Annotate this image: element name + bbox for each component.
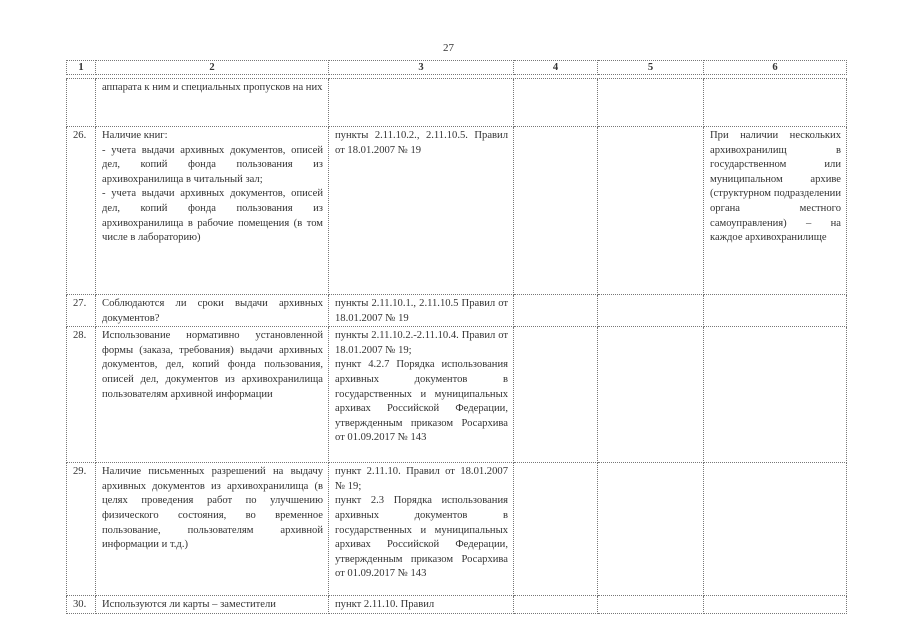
note-cell	[704, 79, 847, 127]
row-number: 26.	[67, 127, 96, 295]
requirement-cell	[96, 463, 329, 596]
header-row	[67, 61, 847, 75]
reference-cell	[329, 327, 514, 463]
note-cell: При наличии нескольких архивохранилищ в государственном или муниципальном архиве (структурном подразделении органа местного самоуправления) – на каждое архивохранилище	[704, 127, 847, 295]
reference-text: пункт 4.2.7 Порядка использования архивных документов в государственных и муниципальных архивах Российской Федерации, утвержденным приказом Росархива от 01.09.2017 № 143	[335, 359, 508, 444]
answer-cell	[514, 79, 598, 127]
note-cell	[704, 596, 847, 614]
requirement-text: Соблюдаются ли сроки выдачи архивных документов?	[102, 298, 323, 324]
note-cell	[704, 327, 847, 463]
note-cell	[704, 463, 847, 596]
table-row	[67, 79, 847, 127]
table-row	[67, 295, 847, 327]
requirement-text: Использование нормативно установленной формы (заказа, требования) выдачи архивных документов, дел, копий фонда пользования, описей дел, документов из архивохранилища пользователям архивной информации	[102, 330, 323, 400]
requirement-cell	[96, 596, 329, 614]
reference-text: пункты 2.11.10.2.-2.11.10.4. Правил от 18.01.2007 № 19;	[335, 330, 508, 356]
answer-cell	[514, 295, 598, 327]
answer-cell	[514, 463, 598, 596]
reference-text: пункты 2.11.10.1., 2.11.10.5 Правил от 18.01.2007 № 19	[335, 298, 508, 324]
note-cell	[704, 295, 847, 327]
requirement-text: - учета выдачи архивных документов, описей дел, копий фонда пользования из архивохранилища в читальный зал;	[102, 144, 323, 185]
checklist-table	[66, 60, 847, 614]
requirement-text: - учета выдачи архивных документов, описей дел, копий фонда пользования из архивохранилища в рабочие помещения (в том числе в лабораторию)	[102, 188, 323, 244]
reference-text: пункт 2.11.10. Правил от 18.01.2007 № 19;	[335, 466, 508, 492]
reference-text: пункт 2.11.10. Правил	[335, 599, 435, 611]
requirement-cell	[96, 327, 329, 463]
answer-cell	[514, 596, 598, 614]
table-row	[67, 463, 847, 596]
header-cell: 2	[96, 61, 329, 75]
row-number: 30.	[67, 596, 96, 614]
header-cell: 1	[67, 61, 96, 75]
reference-text: пункты 2.11.10.2., 2.11.10.5. Правил от 18.01.2007 № 19	[335, 130, 508, 156]
reference-text: пункт 2.3 Порядка использования архивных документов в государственных и муниципальных архивах Российской Федерации, утвержденным приказом Росархива от 01.09.2017 № 143	[335, 495, 508, 580]
table-row	[67, 327, 847, 463]
row-number: 28.	[67, 327, 96, 463]
answer-cell	[598, 79, 704, 127]
page-number: 27	[443, 42, 454, 54]
requirement-text: Используются ли карты – заместители	[102, 599, 276, 611]
requirement-cell	[96, 79, 329, 127]
header-cell: 5	[598, 61, 704, 75]
requirement-cell	[96, 295, 329, 327]
reference-cell	[329, 79, 514, 127]
reference-cell	[329, 127, 514, 295]
table-row	[67, 127, 847, 295]
answer-cell	[598, 295, 704, 327]
row-number: 29.	[67, 463, 96, 596]
reference-cell	[329, 596, 514, 614]
answer-cell	[598, 596, 704, 614]
requirement-cell	[96, 127, 329, 295]
row-number: 27.	[67, 295, 96, 327]
header-cell: 6	[704, 61, 847, 75]
header-cell: 3	[329, 61, 514, 75]
answer-cell	[598, 127, 704, 295]
requirement-text: Наличие письменных разрешений на выдачу архивных документов из архивохранилища (в целях проведения работ по улучшению физического состояния, во временное пользование, пользователям архивной информации и т.д.)	[102, 466, 323, 551]
requirement-text: аппарата к ним и специальных пропусков на них	[102, 82, 323, 93]
reference-cell	[329, 295, 514, 327]
requirement-text: Наличие книг:	[102, 130, 168, 141]
answer-cell	[514, 127, 598, 295]
header-cell: 4	[514, 61, 598, 75]
answer-cell	[598, 327, 704, 463]
reference-cell	[329, 463, 514, 596]
table-row	[67, 596, 847, 614]
row-number	[67, 79, 96, 127]
answer-cell	[514, 327, 598, 463]
answer-cell	[598, 463, 704, 596]
